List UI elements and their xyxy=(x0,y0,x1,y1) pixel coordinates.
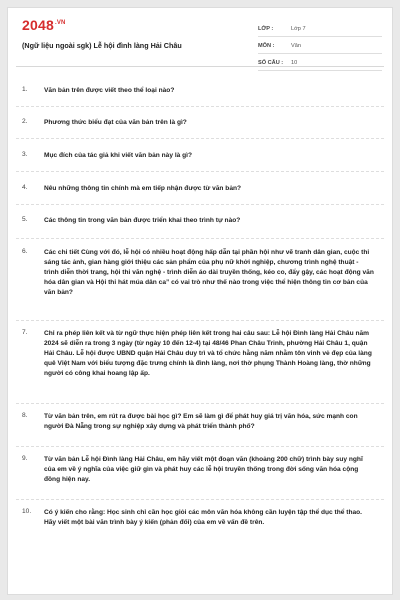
question-item xyxy=(22,86,374,96)
question-number: 2. xyxy=(22,118,28,125)
meta-value: Lớp 7 xyxy=(291,26,306,32)
question-item xyxy=(22,216,374,226)
question-number: 1. xyxy=(22,86,28,93)
question-item xyxy=(22,151,374,161)
question-text: Các thông tin trong văn bản được triển khai theo trình tự nào? xyxy=(44,217,241,224)
question-text: Phương thức biểu đạt của văn bản trên là gì? xyxy=(44,119,187,126)
question-separator xyxy=(16,499,384,500)
question-text: Từ văn bản trên, em rút ra được bài học gì? Em sẽ làm gì để phát huy giá trị văn hóa, sức mạnh con người Đà Nẵng trong sự nghiệp xây dựng và phát triển thành phố? xyxy=(44,413,358,430)
question-number: 4. xyxy=(22,184,28,191)
question-item xyxy=(22,412,374,432)
question-number: 7. xyxy=(22,329,28,336)
question-number: 10. xyxy=(22,508,32,515)
meta-key: SỐ CÂU : xyxy=(258,60,284,66)
logo-text: 2048 xyxy=(22,17,54,33)
meta-row-class xyxy=(258,22,382,37)
question-separator xyxy=(16,138,384,139)
question-item xyxy=(22,455,374,485)
question-text: Nêu những thông tin chính mà em tiếp nhận được từ văn bản? xyxy=(44,185,242,192)
question-text: Chỉ ra phép liên kết và từ ngữ thực hiện phép liên kết trong hai câu sau: Lễ hội Đình làng Hải Châu năm 2024 sẽ diễn ra trong 3 ngày (từ ngày 10 đến 12-4) tại 48/46 Phan Châu Trinh, phường Hải Châu 1, quận Hải Châu. Lễ hội được UBND quận Hải Châu duy trì và tổ chức hằng năm nhằm tôn vinh vẻ đẹp của làng quê Việt Nam với biểu tượng đặc trưng chính là đình làng, nơi thờ phụng Thành Hoàng làng, thờ những người có công khai hoang lập ấp. xyxy=(44,330,372,377)
document-title: (Ngữ liệu ngoài sgk) Lễ hội đình làng Hải Châu xyxy=(22,41,182,50)
meta-value: Văn xyxy=(291,43,301,49)
question-text: Mục đích của tác giả khi viết văn bản này là gì? xyxy=(44,152,193,159)
meta-row-question-count xyxy=(258,56,382,71)
question-number: 9. xyxy=(22,455,28,462)
question-separator xyxy=(16,106,384,107)
meta-row-subject xyxy=(258,39,382,54)
site-logo[interactable] xyxy=(22,17,66,33)
meta-value: 10 xyxy=(291,60,298,66)
worksheet xyxy=(7,7,393,595)
question-separator xyxy=(16,171,384,172)
question-separator xyxy=(16,204,384,205)
question-number: 5. xyxy=(22,216,28,223)
meta-key: MÔN : xyxy=(258,43,275,49)
question-text: Các chi tiết Cùng với đó, lễ hội có nhiều hoạt động hấp dẫn tại phần hội như vẽ tranh dân gian, cuộc thi sáng tác ảnh, gian hàng giới thiệu các sản phẩm của phụ nữ khởi nghiệp, chương trình nghệ thuật - trình diễn thời trang, hội thi văn nghệ - trình diễn áo dài truyền thống, kéo co, đẩy gậy, các hoạt động văn hóa dân gian và Hội thi hát múa dân ca” có vai trò như thế nào trong việc thể hiện thông tin cơ bản của văn bản? xyxy=(44,249,374,296)
question-text: Từ văn bản Lễ hội Đình làng Hải Châu, em hãy viết một đoạn văn (khoảng 200 chữ) trình bày suy nghĩ của em về ý nghĩa của việc giữ gìn và phát huy các lễ hội truyền thống trong đời sống văn hóa cộng đồng hiện nay. xyxy=(44,456,363,483)
question-item xyxy=(22,248,374,298)
question-separator xyxy=(16,446,384,447)
question-text: Văn bản trên được viết theo thể loại nào? xyxy=(44,87,175,94)
question-number: 6. xyxy=(22,248,28,255)
question-separator xyxy=(16,320,384,321)
worksheet-header xyxy=(8,8,392,66)
header-divider xyxy=(16,66,384,67)
question-item xyxy=(22,329,374,379)
question-item xyxy=(22,118,374,128)
question-number: 8. xyxy=(22,412,28,419)
question-item xyxy=(22,508,374,528)
question-number: 3. xyxy=(22,151,28,158)
question-separator xyxy=(16,238,384,239)
question-text: Có ý kiến cho rằng: Học sinh chỉ cần học giỏi các môn văn hóa không cần luyện tập thể dục thể thao. Hãy viết một bài văn trình bày ý kiến (phản đối) của em về vấn đề trên. xyxy=(44,509,363,526)
question-item xyxy=(22,184,374,194)
meta-key: LỚP : xyxy=(258,26,274,32)
question-separator xyxy=(16,403,384,404)
logo-suffix: .VN xyxy=(54,20,66,27)
